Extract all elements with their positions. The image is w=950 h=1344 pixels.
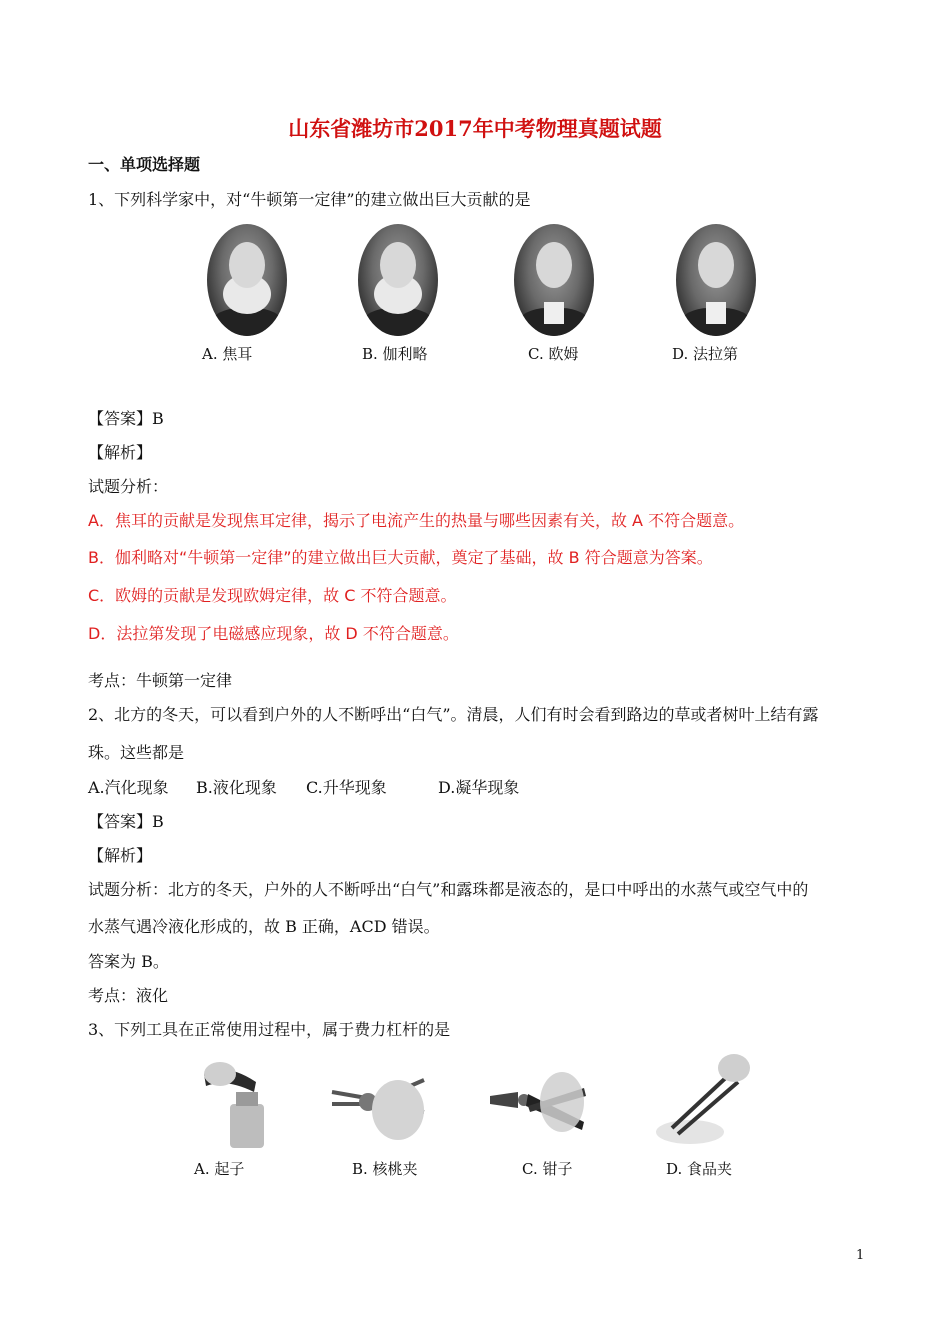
- q1-analysis-line-c: C．欧姆的贡献是发现欧姆定律，故 C 不符合题意。: [88, 586, 457, 605]
- q1-option-c: C. 欧姆: [528, 345, 579, 363]
- q2-option-a: A.汽化现象: [88, 778, 169, 797]
- q1-stem: 1、下列科学家中，对“牛顿第一定律”的建立做出巨大贡献的是: [88, 190, 531, 209]
- q1-analysis-label: 【解析】: [88, 443, 153, 462]
- q3-option-a: A. 起子: [194, 1160, 245, 1178]
- portrait-ohm: [514, 224, 594, 336]
- q2-kaodian: 考点：液化: [88, 986, 169, 1005]
- q2-answer: 【答案】B: [88, 812, 164, 831]
- q1-option-b: B. 伽利略: [362, 345, 428, 363]
- q1-answer: 【答案】B: [88, 409, 164, 428]
- q1-option-a: A. 焦耳: [202, 345, 253, 363]
- q1-analysis-line-a: A．焦耳的贡献是发现焦耳定律，揭示了电流产生的热量与哪些因素有关，故 A 不符合题意。: [88, 511, 745, 530]
- tool-nutcracker: [328, 1052, 428, 1148]
- q2-analysis-line-1: 试题分析：北方的冬天，户外的人不断呼出“白气”和露珠都是液态的，是口中呼出的水蒸气或空气中的: [88, 880, 809, 899]
- portrait-joule: [207, 224, 287, 336]
- q1-analysis-line-d: D．法拉第发现了电磁感应现象，故 D 不符合题意。: [88, 624, 459, 643]
- q2-option-d: D.凝华现象: [438, 778, 520, 797]
- page-number: 1: [856, 1248, 865, 1263]
- q1-analysis-line-b: B．伽利略对“牛顿第一定律”的建立做出巨大贡献，奠定了基础，故 B 符合题意为答案。: [88, 548, 713, 567]
- page-title: 山东省潍坊市2017年中考物理真题试题: [288, 116, 662, 141]
- q3-option-b: B. 核桃夹: [352, 1160, 418, 1178]
- tool-food-tongs: [652, 1052, 752, 1148]
- q2-option-b: B.液化现象: [196, 778, 277, 797]
- q1-analysis-intro: 试题分析：: [88, 477, 169, 496]
- q3-stem: 3、下列工具在正常使用过程中，属于费力杠杆的是: [88, 1020, 451, 1039]
- q2-stem-line-1: 2、北方的冬天，可以看到户外的人不断呼出“白气”。清晨，人们有时会看到路边的草或者树叶上结有露: [88, 705, 819, 724]
- q2-option-c: C.升华现象: [306, 778, 387, 797]
- section-heading: 一、单项选择题: [88, 155, 201, 174]
- q2-stem-line-2: 珠。这些都是: [88, 743, 185, 762]
- q2-analysis-label: 【解析】: [88, 846, 153, 865]
- q2-analysis-line-2: 水蒸气遇冷液化形成的，故 B 正确，ACD 错误。: [88, 917, 440, 936]
- q3-option-c: C. 钳子: [522, 1160, 573, 1178]
- q2-conclusion: 答案为 B。: [88, 952, 169, 971]
- portrait-galileo: [358, 224, 438, 336]
- portrait-faraday: [676, 224, 756, 336]
- q1-kaodian: 考点：牛顿第一定律: [88, 671, 233, 690]
- tool-pliers: [488, 1052, 588, 1148]
- q1-option-d: D. 法拉第: [672, 345, 739, 363]
- tool-bottle-opener: [196, 1052, 296, 1148]
- q3-option-d: D. 食品夹: [666, 1160, 733, 1178]
